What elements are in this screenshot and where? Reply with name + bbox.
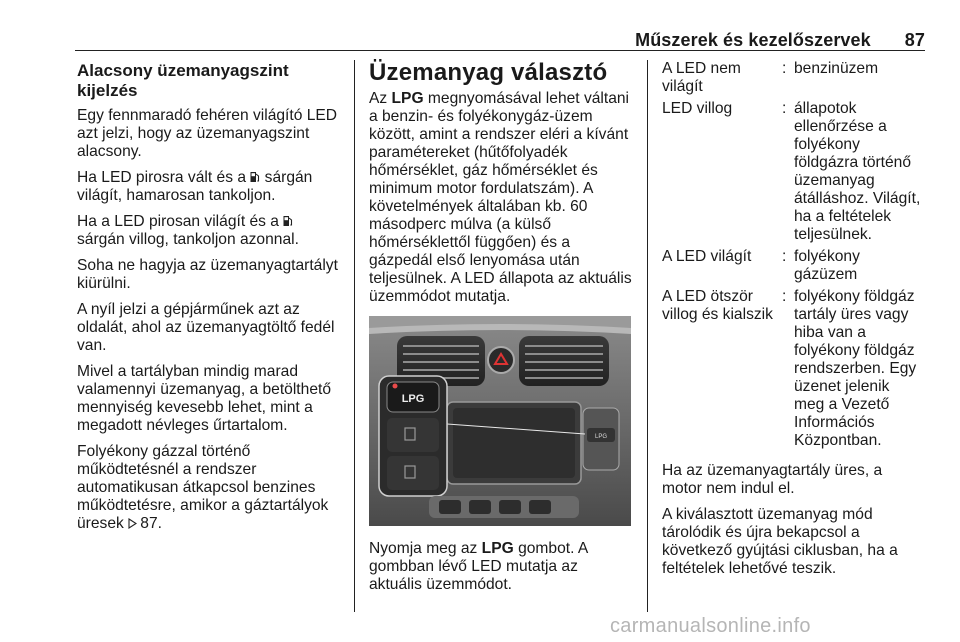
table-row [662, 248, 924, 288]
text: Az [369, 90, 392, 107]
led-state: A LED nem világít [662, 60, 741, 95]
led-meaning: benzinüzem [794, 60, 879, 77]
lpg-button-photo [369, 316, 631, 526]
text: Ha LED pirosra vált és a [77, 169, 251, 186]
watermark: carmanualsonline.info [610, 615, 811, 637]
paragraph [369, 540, 633, 594]
table-row [662, 100, 924, 248]
fuel-pump-icon [283, 215, 293, 227]
text: megnyomásával lehet váltani a benzin- és folyékonygáz-üzem között, amint a rendszer eléri a kívánt paramétereket (hűtőfolyadék hőmérséklet, gáz hőmérséklet és minimum motor fordulatszám). A követelmények általában kb. 60 másodperc múlva (a külső hőmérséklettől függően) és a gázpedál első lenyomása után teljesülnek. A LED állapota az aktuális üzemmódot mutatja. [369, 90, 632, 305]
led-status-table [662, 60, 924, 450]
paragraph: Ha az üzemanyagtartály üres, a motor nem indul el. [662, 462, 883, 497]
paragraph: A nyíl jelzi a gépjárműnek azt az oldalát, ahol az üzemanyagtöltő fedél van. [77, 301, 335, 354]
text: Ha a LED pirosan világít és a [77, 213, 284, 230]
separator: : [782, 288, 787, 305]
section-title: Műszerek és kezelőszervek [635, 30, 871, 50]
lpg-label: LPG [481, 540, 514, 557]
led-state: A LED ötször villog és kialszik [662, 288, 773, 323]
separator: : [782, 60, 787, 77]
led-state: A LED világít [662, 248, 752, 265]
column-left [77, 60, 339, 541]
lpg-button-small-label: LPG [594, 434, 608, 440]
text: Nyomja meg az [369, 540, 482, 557]
page-number: 87 [904, 30, 925, 50]
column-right [662, 60, 926, 586]
fuel-selector-heading: Üzemanyag választó [369, 59, 608, 86]
table-row [662, 288, 924, 450]
lpg-button-label: LPG [401, 393, 425, 405]
page-header [75, 30, 925, 50]
separator: : [782, 100, 787, 117]
page-reference-icon [128, 518, 137, 529]
paragraph: Soha ne hagyja az üzemanyagtartályt kiürülni. [77, 257, 338, 292]
led-meaning: folyékony gázüzem [794, 248, 860, 283]
paragraph [77, 169, 339, 205]
text: sárgán világít, hamarosan tankoljon. [77, 169, 313, 204]
text: gombot. A gombban lévő LED mutatja az aktuális üzemmódot. [369, 540, 588, 593]
column-divider-2 [647, 60, 648, 612]
paragraph: Mivel a tartályban mindig marad valamennyi üzemanyag, a betölthető mennyiség kevesebb lehet, mint a megadott névleges űrtartalom. [77, 363, 331, 434]
text: sárgán villog, tankoljon azonnal. [77, 231, 299, 248]
led-state: LED villog [662, 100, 733, 117]
column-divider-1 [354, 60, 355, 612]
led-meaning: folyékony földgáz tartály üres vagy hiba van a folyékony földgáz rendszerben. Egy üzenet jelenik meg a Vezető Információs Központban. [794, 288, 917, 449]
paragraph [77, 213, 339, 249]
fuel-pump-icon [250, 171, 260, 183]
table-row [662, 60, 924, 100]
low-fuel-heading: Alacsony üzemanyagszint kijelzés [77, 61, 289, 100]
paragraph [369, 90, 633, 306]
header-rule [75, 50, 925, 51]
text: Folyékony gázzal történő működtetésnél a rendszer automatikusan átkapcsol benzines működtetésre, amikor a gáztartályok üresek [77, 443, 329, 532]
lpg-label: LPG [391, 90, 424, 107]
paragraph: A kiválasztott üzemanyag mód tárolódik és újra bekapcsol a következő gyújtási ciklusban, ha a feltételek lehetővé teszik. [662, 506, 898, 577]
led-meaning: állapotok ellenőrzése a folyékony földgázra történő üzemanyag átálláshoz. Világít, ha a feltételek teljesülnek. [794, 100, 921, 243]
page-reference-link[interactable]: 87. [140, 515, 162, 532]
column-middle [369, 60, 633, 602]
paragraph: Egy fennmaradó fehéren világító LED azt jelzi, hogy az üzemanyagszint alacsony. [77, 107, 338, 160]
paragraph [77, 443, 339, 533]
separator: : [782, 248, 787, 265]
